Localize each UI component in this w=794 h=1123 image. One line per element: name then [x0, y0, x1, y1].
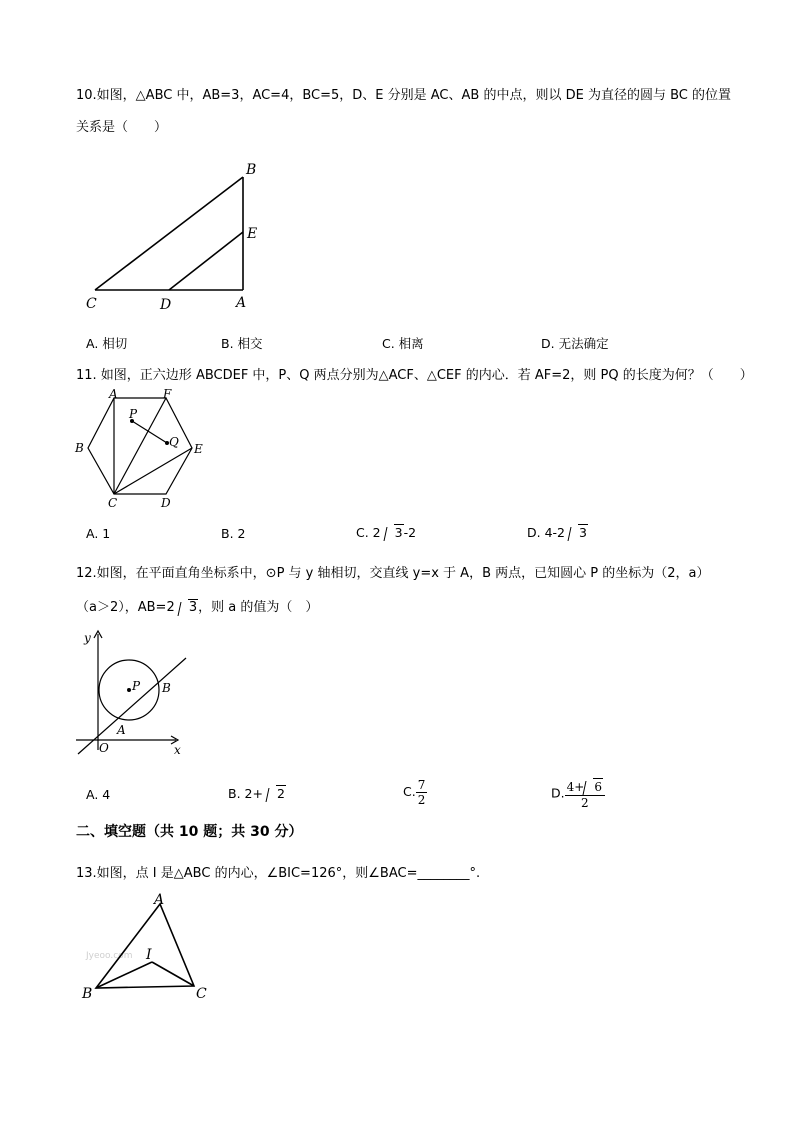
q13-segment-bi: [96, 962, 152, 988]
q10-label-b: B: [246, 162, 257, 178]
q12-label-p: P: [132, 679, 141, 693]
q10-label-a: A: [236, 295, 247, 311]
q12-text-line2-suffix: ，则 a 的值为（ ）: [198, 600, 319, 615]
q13-triangle-abc: [96, 904, 194, 988]
q10-figure: [80, 152, 280, 314]
q12-option-b: [228, 785, 286, 802]
q13-segment-ci: [152, 962, 194, 986]
q11-option-c-sqrt: 3: [385, 524, 404, 541]
q11-text: 11. 如图，正六边形 ABCDEF 中，P、Q 两点分别为△ACF、△CEF 的内心．若 AF=2，则 PQ 的长度为何？（ ）: [76, 368, 753, 383]
q13-label-c: C: [196, 986, 207, 1002]
q11-option-c-suffix: -2: [403, 525, 417, 540]
q11-label-b: B: [75, 441, 84, 455]
q10-text-line2: 关系是（ ）: [76, 120, 168, 135]
q12-figure: [72, 628, 194, 758]
q12-label-x: x: [174, 743, 181, 757]
q12-option-d-fraction: $\frac{4+ 6}{2}$: [565, 778, 605, 810]
q12-text-line2-prefix: （a＞2），AB=2: [76, 600, 175, 615]
q12-option-b-prefix: B. 2+: [228, 786, 263, 801]
q11-figure: [72, 388, 212, 512]
q10-text-line1: 10.如图，△ABC 中，AB=3，AC=4，BC=5，D、E 分别是 AC、AB 的中点，则以 DE 为直径的圆与 BC 的位置: [76, 88, 731, 103]
q13-label-b: B: [82, 986, 93, 1002]
q11-segment-fc: [114, 398, 166, 494]
q11-segment-ec: [114, 448, 192, 494]
q11-label-c: C: [108, 496, 118, 510]
q11-segment-pq: [132, 421, 167, 443]
q10-option-a: A. 相切: [86, 336, 128, 351]
q12-label-b: B: [162, 681, 171, 695]
q10-option-b: B. 相交: [221, 336, 263, 351]
q10-segment-cb: [95, 177, 243, 290]
q11-label-d: D: [161, 496, 171, 510]
q12-point-p: [127, 688, 131, 692]
q10-label-c: C: [86, 296, 97, 312]
q11-label-a: A: [109, 388, 118, 401]
q10-label-e: E: [247, 226, 258, 242]
q13-text: 13.如图，点 I 是△ABC 的内心，∠BIC=126°，则∠BAC=________°.: [76, 866, 481, 881]
q11-option-d-sqrt: 3: [569, 524, 588, 541]
q13-label-i: I: [146, 947, 152, 963]
q11-option-b: B. 2: [221, 526, 246, 541]
q12-option-c-prefix: C.: [403, 784, 416, 799]
q11-option-d-prefix: D. 4-2: [527, 525, 565, 540]
q13-figure: [78, 890, 212, 1006]
q12-option-d: [551, 778, 605, 810]
q13-watermark: Jyeoo.com: [86, 951, 133, 961]
q11-option-d: [527, 524, 588, 541]
q11-option-c: [356, 524, 416, 541]
q12-option-d-prefix: D.: [551, 785, 565, 801]
q12-sqrt: 3: [179, 599, 198, 616]
q12-text-line1: 12.如图，在平面直角坐标系中，⊙P 与 y 轴相切，交直线 y=x 于 A，B 两点，已知圆心 P 的坐标为（2，a）: [76, 566, 710, 581]
q12-option-c-fraction: $\frac{7}{2}$: [417, 778, 426, 807]
q12-label-y: y: [84, 631, 91, 645]
q11-option-a: A. 1: [86, 526, 111, 541]
q10-label-d: D: [160, 297, 172, 313]
q12-text-line2: [76, 596, 318, 616]
q11-option-c-prefix: C. 2: [356, 525, 381, 540]
q13-label-a: A: [154, 892, 165, 908]
q12-label-o: O: [99, 741, 109, 755]
q10-option-d: D. 无法确定: [541, 336, 609, 351]
q10-segment-de: [169, 232, 243, 290]
q11-label-p: P: [129, 407, 138, 421]
q11-label-e: E: [194, 442, 203, 456]
q11-label-f: F: [163, 388, 172, 401]
section-fill-in-blank-title: 二、填空题（共 10 题；共 30 分）: [76, 824, 303, 840]
q12-option-b-sqrt: 2: [267, 785, 286, 802]
q10-option-c: C. 相离: [382, 336, 424, 351]
q12-option-c: [403, 778, 427, 807]
q11-label-q: Q: [169, 435, 179, 449]
q12-option-a: A. 4: [86, 787, 111, 802]
q12-label-a: A: [117, 723, 126, 737]
